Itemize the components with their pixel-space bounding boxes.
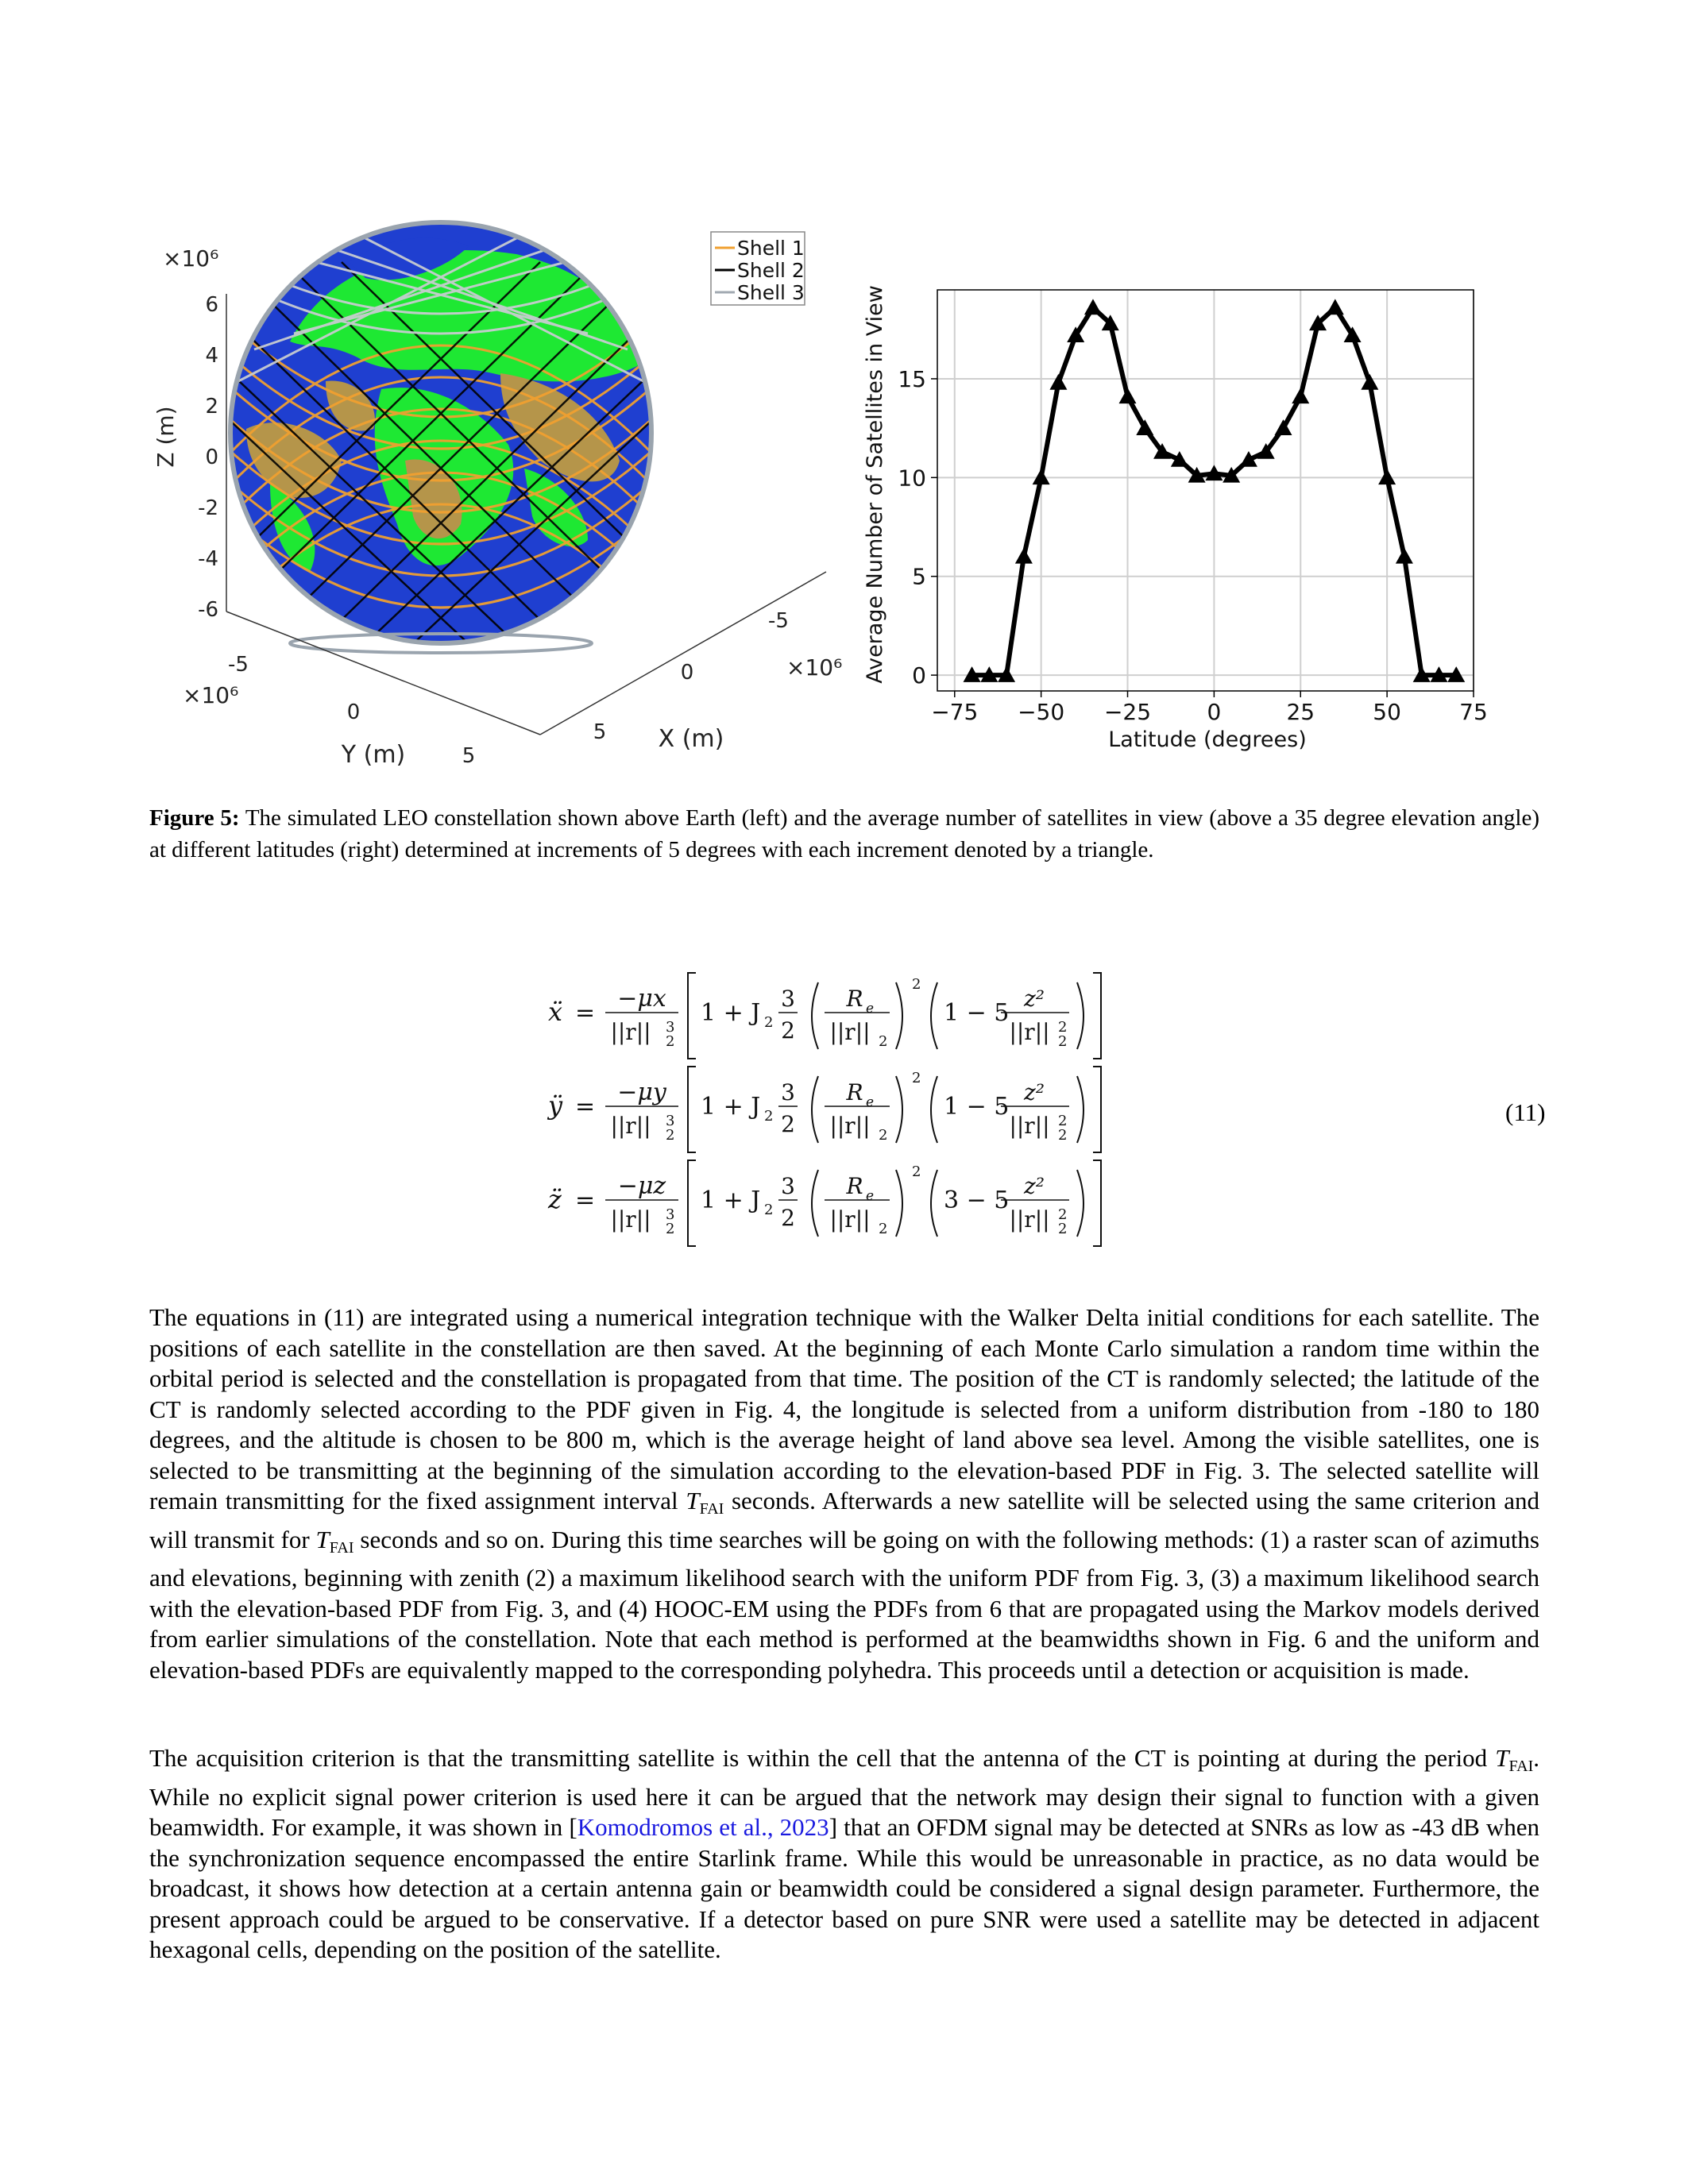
norm-term: ||r|| [610,1113,651,1139]
subscript: 2 [879,1221,888,1237]
norm-term: ||r|| [1009,1019,1050,1045]
numerator: −μx [617,985,666,1013]
data-point-marker [1049,374,1067,390]
x-tick-label: −75 [931,699,979,725]
x-tick-label: 50 [1373,699,1401,725]
chart-x-label: Latitude (degrees) [1108,727,1307,752]
y-tick-label: -5 [228,653,249,677]
y-tick-label: 0 [346,700,361,724]
chart-grid [937,290,1474,691]
z-tick-label: -2 [198,496,218,520]
data-point-marker [1378,469,1396,484]
one-plus-j: 1 + J [701,1187,761,1214]
data-point-marker [1033,469,1050,484]
numerator: −μy [617,1078,666,1106]
radius-earth: R [846,986,863,1012]
x-tick-label: −50 [1018,699,1065,725]
norm-term: ||r|| [1009,1206,1050,1233]
subscript: 2 [879,1033,888,1050]
y-tick-label: 5 [462,744,476,768]
t-fai-symbol: $T_{FAI}$ [1495,1744,1534,1775]
data-point-marker [1361,374,1378,390]
norm-term: ||r|| [1009,1113,1050,1139]
caption-label: Figure 5: [149,805,240,831]
subscript: 2 [666,1127,675,1144]
x-tick-label: 0 [680,661,694,685]
y-axis-label: Y (m) [341,741,406,769]
bracket-term: 3 − 5 [944,1187,1010,1214]
equals-sign: = [575,1093,596,1121]
equation-lhs: ÿ [548,1090,563,1121]
t-fai-symbol: $T_{FAI}$ [315,1525,354,1557]
data-point-marker [1396,548,1413,564]
subscript: 2 [1058,1033,1068,1050]
numerator: −μz [617,1172,666,1200]
y-tick-label: 15 [898,365,926,392]
paragraph-2 [149,1743,1539,1966]
x-tick-label: 5 [593,720,607,744]
subscript: e [866,1188,875,1204]
t-fai-symbol: $T_{FAI}$ [686,1487,724,1518]
superscript: 3 [666,1019,675,1036]
p2-text-a: The acquisition criterion is that the transmitting satellite is within the cell that the antenna of the CT is pointing at during the period [149,1744,1496,1772]
equation-number: (11) [1505,1098,1546,1126]
globe-legend [711,232,805,305]
subscript: 2 [666,1221,675,1237]
equation-11 [548,973,1152,1259]
subscript: 2 [879,1127,888,1144]
subscript: 2 [764,1014,774,1031]
p1-text-a: The equations in (11) are integrated using a numerical integration technique with the Walker Delta initial conditions for each satellite. The positions of each satellite in the constellation are then saved. At the beginning of each Monte Carlo simulation a random time within the orbital period is selected and the constellation is propagated from that time. The position of the CT is randomly selected; the latitude of the CT is randomly selected according to the PDF given in Fig. 4, the longitude is selected from a uniform distribution from -180 to 180 degrees, and the altitude is chosen to be 800 m, which is the average height of land above sea level. Among the visible satellites, one is selected to be transmitting at the beginning of the simulation according to the elevation-based PDF in Fig. 3. The selected satellite will remain transmitting for the fixed assignment interval [149,1303,1539,1515]
subscript: 2 [1058,1221,1068,1237]
p2-text-b: . While no explicit signal power criterion is used here it can be argued that the network may design their signal to function with a given beamwidth. For example, it was shown in [ [149,1744,1539,1841]
y-tick-label: 10 [898,465,926,492]
equals-sign: = [575,1187,596,1214]
superscript: 3 [666,1113,675,1129]
chart-y-label: Average Number of Satellites in View [863,285,887,684]
superscript: 2 [1058,1019,1068,1036]
z-tick-label: 0 [205,446,218,469]
x-axis-label: X (m) [658,725,724,753]
norm-term: ||r|| [610,1019,651,1045]
superscript: 3 [666,1206,675,1223]
subscript: e [866,1094,875,1110]
one-plus-j: 1 + J [701,1093,761,1121]
superscript: 2 [1058,1113,1068,1129]
subscript: 2 [666,1033,675,1050]
data-point-marker [1119,388,1137,403]
constellation-globe-figure [143,222,858,778]
fraction-den: 2 [781,1017,795,1044]
citation-link[interactable]: Komodromos et al., 2023 [577,1813,829,1841]
p1-text-b: seconds. Afterwards a new satellite will be selected using the same criterion and will transmit for [149,1487,1539,1553]
subscript: 2 [764,1108,774,1125]
norm-term: ||r|| [829,1113,871,1139]
one-plus-j: 1 + J [701,999,761,1027]
fraction-den: 2 [781,1111,795,1137]
legend-shell-2: Shell 2 [737,259,805,282]
superscript: 2 [1058,1206,1068,1223]
equation-lhs: ẍ [548,997,563,1027]
x-tick-label: −25 [1103,699,1152,725]
data-point-marker [1084,299,1102,314]
z-tick-label: 2 [205,395,218,419]
data-point-marker [1327,299,1344,314]
superscript: 2 [912,1070,921,1086]
norm-term: ||r|| [829,1019,871,1045]
subscript: 2 [764,1202,774,1218]
z-squared: z² [1024,1173,1045,1199]
caption-text: The simulated LEO constellation shown above Earth (left) and the average number of satellites in view (above a 35 degree elevation angle) at different latitudes (right) determined at increments of 5 degrees with each increment denoted by a triangle. [149,805,1540,862]
data-point-marker [1292,388,1309,403]
x-tick-label: -5 [768,609,789,633]
superscript: 2 [912,976,921,993]
norm-term: ||r|| [829,1206,871,1233]
fraction-num: 3 [781,1079,795,1106]
x-tick-label: 75 [1459,699,1488,725]
x-axis-exponent: ×10⁶ [786,654,843,681]
earth-sphere [214,222,667,651]
legend-shell-3: Shell 3 [737,281,805,304]
radius-earth: R [846,1173,863,1199]
chart-x-ticks [931,691,1488,725]
equals-sign: = [575,999,596,1027]
z-squared: z² [1024,986,1045,1012]
figure-caption [149,802,1539,866]
fraction-num: 3 [781,1173,795,1199]
subscript: e [866,1001,875,1017]
y-tick-label: 5 [912,563,926,590]
x-tick-label: 0 [1207,699,1222,725]
plot-frame [937,290,1474,691]
equation-lhs: z̈ [548,1184,562,1214]
z-tick-label: -6 [198,598,218,622]
radius-earth: R [846,1079,863,1106]
fraction-num: 3 [781,986,795,1012]
chart-y-ticks [898,366,937,689]
z-tick-label: 6 [205,293,218,317]
norm-term: ||r|| [610,1206,651,1233]
bracket-term: 1 − 5 [944,1093,1010,1121]
z-axis-exponent: ×10⁶ [163,245,219,272]
paragraph-1 [149,1302,1539,1685]
z-squared: z² [1024,1079,1045,1106]
z-axis-label: Z (m) [153,406,179,468]
y-tick-label: 0 [912,662,926,689]
x-tick-label: 25 [1286,699,1315,725]
satellites-in-view-chart [858,270,1488,762]
z-tick-label: -4 [198,547,218,571]
legend-shell-1: Shell 1 [737,237,805,260]
bracket-term: 1 − 5 [944,999,1010,1027]
subscript: 2 [1058,1127,1068,1144]
z-tick-label: 4 [205,344,218,368]
data-point-marker [1015,548,1033,564]
fraction-den: 2 [781,1205,795,1231]
p2-text-c: ] that an OFDM signal may be detected at SNRs as low as -43 dB when the synchronization sequence encompassed the entire Starlink frame. While this would be unreasonable in practice, as no data would be broadcast, it shows how detection at a certain antenna gain or beamwidth could be considered a signal design parameter. Furthermore, the present approach could be argued to be conservative. If a detector based on pure SNR were used a satellite may be detected in adjacent hexagonal cells, depending on the position of the satellite. [149,1813,1540,1963]
superscript: 2 [912,1163,921,1180]
y-axis-exponent: ×10⁶ [183,682,239,708]
p1-text-c: seconds and so on. During this time searches will be going on with the following methods: (1) a raster scan of azimuths and elevations, beginning with zenith (2) a maximum likelihood search with the uniform PDF from Fig. 3, (3) a maximum likelihood search with the elevation-based PDF from Fig. 3, and (4) HOOC-EM using the PDFs from 6 that are propagated using the Markov models derived from earlier simulations of the constellation. Note that each method is performed at the beamwidths shown in Fig. 6 and the uniform and elevation-based PDFs are equivalently mapped to the corresponding polyhedra. This proceeds until a detection or acquisition is made. [149,1525,1539,1684]
